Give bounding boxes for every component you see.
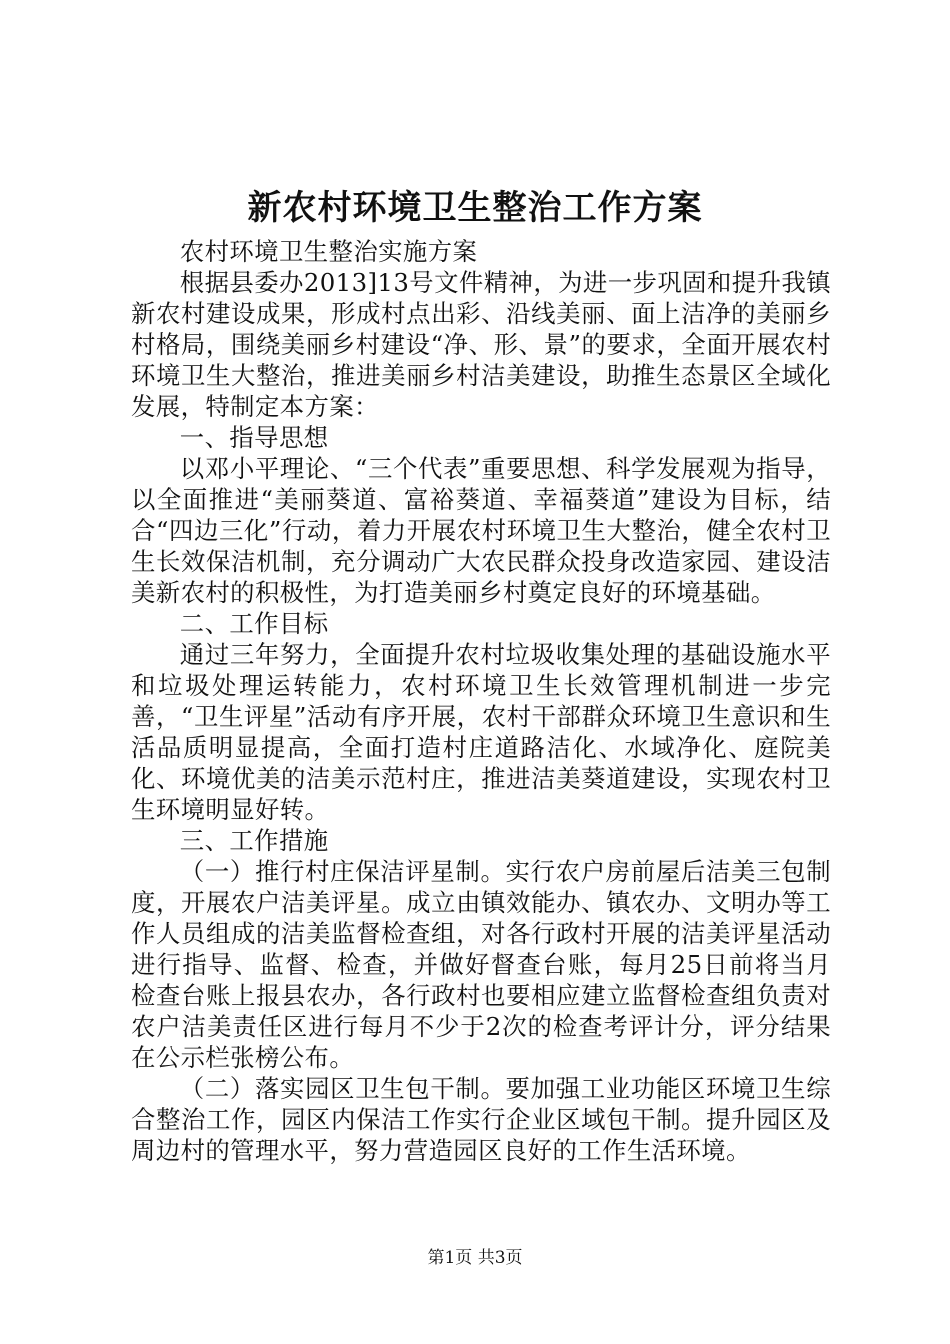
page-number-footer: 第1页 共3页 <box>427 1248 523 1268</box>
section-heading-guiding-ideology: 一、指导思想 <box>179 423 329 452</box>
document-title: 新农村环境卫生整治工作方案 <box>247 188 703 228</box>
measure-two-paragraph: （二）落实园区卫生包干制。要加强工业功能区环境卫生综合整治工作，园区内保洁工作实行企业区域包干制。提升园区及周边村的管理水平，努力营造园区良好的工作生活环境。 <box>131 1074 831 1165</box>
intro-paragraph: 根据县委办2013]13号文件精神，为进一步巩固和提升我镇新农村建设成果，形成村点出彩、沿线美丽、面上洁净的美丽乡村格局，围绕美丽乡村建设“净、形、景”的要求，全面开展农村环境卫生大整治，推进美丽乡村洁美建设，助推生态景区全域化发展，特制定本方案： <box>131 268 831 421</box>
section-heading-work-measures: 三、工作措施 <box>179 826 329 855</box>
document-body <box>131 236 831 1166</box>
work-goals-paragraph: 通过三年努力，全面提升农村垃圾收集处理的基础设施水平和垃圾处理运转能力，农村环境卫生长效管理机制进一步完善，“卫生评星”活动有序开展，农村干部群众环境卫生意识和生活品质明显提高，全面打造村庄道路洁化、水域净化、庭院美化、环境优美的洁美示范村庄，推进洁美葵道建设，实现农村卫生环境明显好转。 <box>131 640 831 824</box>
section-heading-work-goals: 二、工作目标 <box>179 609 329 638</box>
guiding-ideology-paragraph: 以邓小平理论、“三个代表”重要思想、科学发展观为指导，以全面推进“美丽葵道、富裕葵道、幸福葵道”建设为目标，结合“四边三化”行动，着力开展农村环境卫生大整治，健全农村卫生长效保洁机制，充分调动广大农民群众投身改造家园、建设洁美新农村的积极性，为打造美丽乡村奠定良好的环境基础。 <box>131 454 831 607</box>
subtitle-paragraph: 农村环境卫生整治实施方案 <box>179 237 478 266</box>
measure-one-paragraph: （一）推行村庄保洁评星制。实行农户房前屋后洁美三包制度，开展农户洁美评星。成立由镇效能办、镇农办、文明办等工作人员组成的洁美监督检查组，对各行政村开展的洁美评星活动进行指导、监督、检查，并做好督查台账，每月25日前将当月检查台账上报县农办，各行政村也要相应建立监督检查组负责对农户洁美责任区进行每月不少于2次的检查考评计分，评分结果在公示栏张榜公布。 <box>131 857 831 1072</box>
